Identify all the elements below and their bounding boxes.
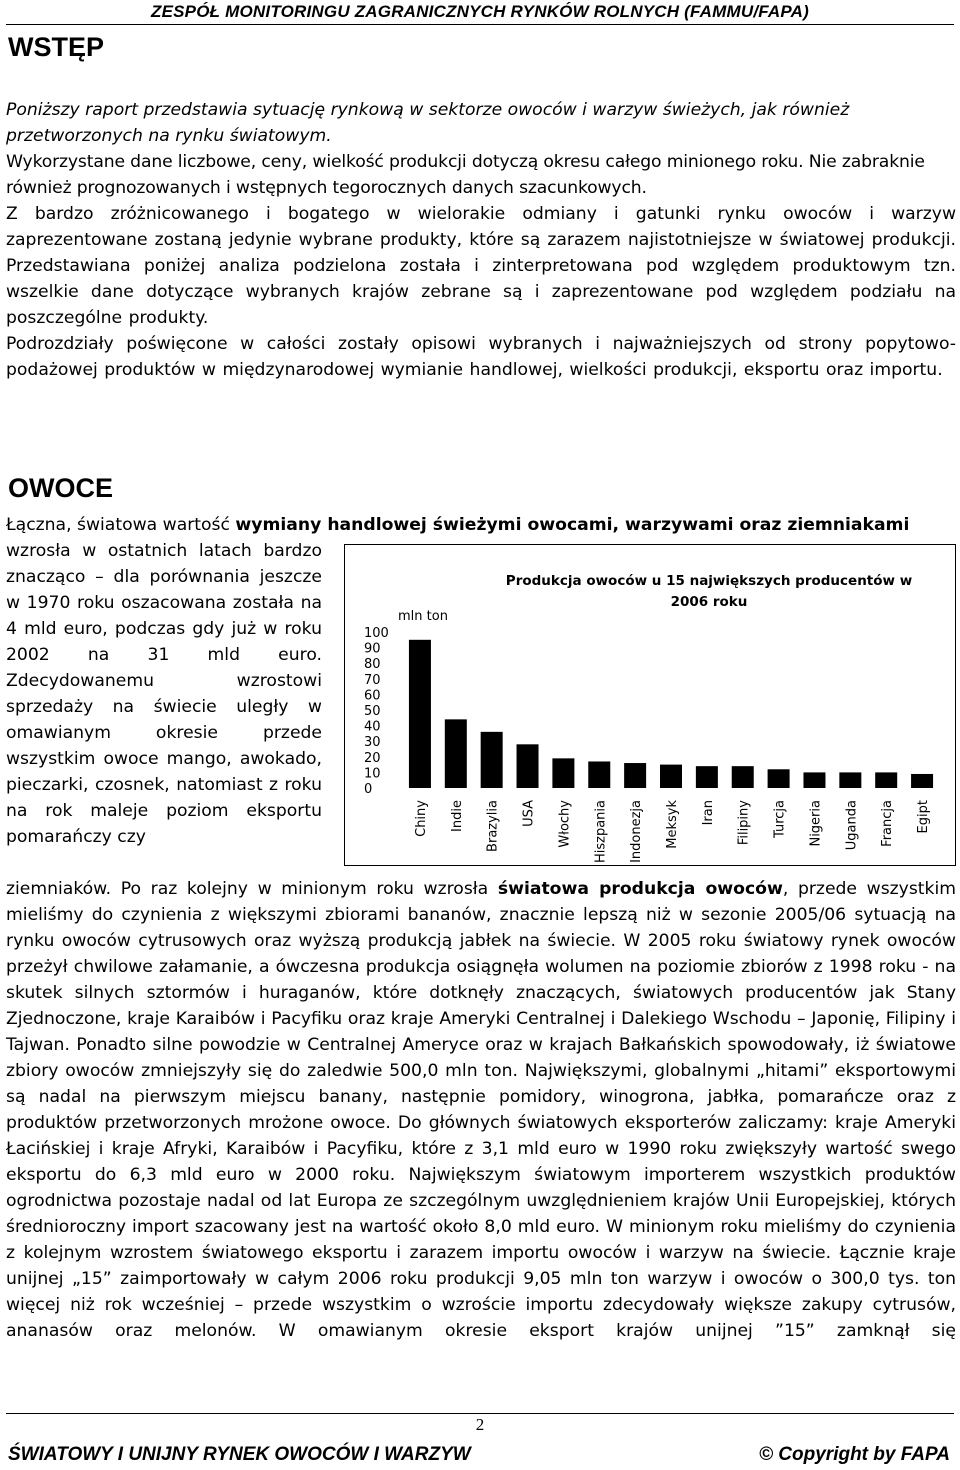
owoce-body-post: , przede wszystkim mieliśmy do czynienia z większymi zbiorami bananów, znacznie lepszą niż w sezonie 2005/06 sytuacją na rynku owoców cytrusowych oraz wyższą produkcją jabłek na świecie. W 2005 roku światowy rynek owoców przeżył chwilowe załamanie, a ówczesna produkcja osiągnęła wolumen na poziomie zbiorów z 1998 roku - na skutek silnych sztormów i huraganów, które dotknęły znaczących, światowych producentów jak Stany Zjednoczone, kraje Karaibów i Pacyfiku oraz kraje Ameryki Centralnej i Dalekiego Wschodu – Japonię, Filipiny i Tajwan. Ponadto silne powodzie w Centralnej Ameryce oraz w krajach Bałkańskich spowodowały, iż światowe zbiory owoców zmniejszyły się do zaledwie 500,0 mln ton. Największymi, globalnymi „hitami” eksportowymi są nadal na pierwszym miejscu banany, następnie pomidory, winogrona, jabłka, pomarańcze oraz z produktów przetworzonych mrożone owoce. Do głównych światowych eksporterów zaliczamy: kraje Ameryki Łacińskiej i kraje Afryki, Karaibów i Pacyfiku, które z 3,1 mld euro w 1990 roku zwiększyły wartość swego eksportu do 6,3 mld euro w 2000 roku. Największym światowym importerem wszystkich produktów ogrodnictwa pozostaje nadal od lat Europa ze szczególnym uwzględnieniem krajów Unii Europejskiej, których średnioroczny import szacowany jest na wartość około 8,0 mld euro. W minionym roku mieliśmy do czynienia z kolejnym wzrostem światowego eksportu i zarazem importu owoców i warzyw na świecie. Łącznie kraje unijnej „15” zaimportowały w całym 2006 roku produkcji 9,05 mln ton warzyw i owoców o 300,0 tys. ton więcej niż rok wcześniej – przede wszystkim o wzroście importu zdecydowały większe zakupy cytrusów, ananasów oraz melonów. W omawianym okresie eksport krajów unijnej ”15” zamknął się — [6, 879, 957, 1341]
chart-title: Produkcja owoców u 15 największych producentów w 2006 roku — [505, 573, 913, 610]
chart-bar — [803, 772, 825, 788]
chart-bar — [911, 774, 933, 788]
footer-title: ŚWIATOWY I UNIJNY RYNEK OWOCÓW I WARZYW — [8, 1444, 471, 1465]
x-tick-label: Iran — [700, 800, 716, 826]
x-tick-label: Turcja — [772, 800, 788, 838]
chart-bar — [696, 766, 718, 788]
x-tick-label: Francja — [880, 800, 896, 847]
y-axis-label: mln ton — [398, 609, 448, 624]
owoce-body-paragraph — [6, 876, 956, 1344]
intro-paragraph-1: Poniższy raport przedstawia sytuację rynkową w sektorze owoców i warzyw świeżych, jak również przetworzonych na rynku światowym. — [6, 100, 850, 146]
owoce-lead-line — [6, 512, 956, 538]
chart-bar — [624, 763, 646, 788]
section-title-owoce: OWOCE — [8, 473, 113, 503]
x-tick-label: Uganda — [844, 800, 860, 851]
x-tick-label: Chiny — [413, 800, 429, 837]
owoce-lead-bold: wymiany handlowej świeżymi owocami, warzywami oraz ziemniakami — [235, 515, 910, 535]
intro-paragraph-4: Podrozdziały poświęcone w całości zostały opisowi wybranych i najważniejszych od strony popytowo-podażowej produktów w międzynarodowej wymianie handlowej, wielkości produkcji, eksportu oraz importu. — [6, 334, 956, 380]
owoce-wrapped-text: wzrosła w ostatnich latach bardzo znacząco – dla porównania jeszcze w 1970 roku oszacowana została na 4 mld euro, podczas gdy już w roku 2002 na 31 mld euro. Zdecydowanemu wzrostowi sprzedaży na świecie uległy w omawianym okresie przede wszystkim owoce mango, awokado, pieczarki, czosnek, natomiast z roku na rok maleje poziom eksportu pomarańczy czy — [6, 541, 322, 847]
y-tick-label: 70 — [364, 672, 381, 688]
chart-bar — [875, 772, 897, 788]
y-tick-label: 40 — [364, 719, 381, 735]
x-tick-label: Indie — [449, 800, 465, 832]
chart-bar — [660, 765, 682, 788]
page-header: ZESPÓŁ MONITORINGU ZAGRANICZNYCH RYNKÓW ROLNYCH (FAMMU/FAPA) — [151, 2, 809, 21]
x-tick-label: Filipiny — [736, 800, 752, 846]
intro-paragraph-3: Z bardzo zróżnicowanego i bogatego w wielorakie odmiany i gatunki rynku owoców i warzyw zaprezentowane zostaną jedynie wybrane produkty, które są zarazem najistotniejsze w światowej produkcji. Przedstawiana poniżej analiza podzielona została i zinterpretowana pod względem produktowym tzn. wszelkie dane dotyczące wybranych krajów zebrane są i zaprezentowane pod względem podziału na poszczególne produkty. — [6, 204, 956, 328]
y-tick-label: 50 — [364, 704, 381, 719]
chart-bar — [409, 640, 431, 788]
x-tick-label: Hiszpania — [593, 800, 609, 864]
x-tick-label: Włochy — [557, 800, 573, 848]
x-tick-label: Brazylia — [485, 800, 501, 852]
chart-bar — [445, 719, 467, 788]
chart-bar — [517, 744, 539, 788]
page-number: 2 — [475, 1415, 485, 1434]
x-tick-label: Indonezja — [629, 800, 645, 863]
fruit-production-chart — [344, 544, 956, 866]
chart-bar — [481, 732, 503, 788]
y-tick-label: 60 — [364, 688, 381, 704]
x-tick-label: Meksyk — [665, 800, 680, 849]
y-tick-label: 10 — [364, 766, 381, 782]
owoce-lead-plain: Łączna, światowa wartość — [6, 515, 236, 535]
footer-copyright: © Copyright by FAPA — [759, 1444, 950, 1465]
y-tick-label: 90 — [364, 641, 381, 657]
header-divider — [6, 24, 954, 25]
owoce-body-pre: ziemniaków. Po raz kolejny w minionym roku wzrosła — [6, 879, 498, 899]
y-tick-label: 0 — [364, 782, 373, 797]
footer-divider — [6, 1413, 954, 1414]
x-tick-label: Nigeria — [808, 800, 824, 847]
intro-paragraph-2: Wykorzystane dane liczbowe, ceny, wielkość produkcji dotyczą okresu całego minionego roku. Nie zabraknie również prognozowanych i wstępnych tegorocznych danych szacunkowych. — [6, 152, 925, 198]
y-tick-label: 80 — [364, 657, 381, 673]
chart-bar — [552, 758, 574, 788]
x-tick-label: USA — [521, 800, 537, 827]
chart-bar — [588, 761, 610, 788]
chart-bar — [732, 766, 754, 788]
chart-bar — [839, 772, 861, 788]
section-title-wstep: WSTĘP — [8, 32, 105, 62]
y-tick-label: 20 — [364, 750, 381, 766]
chart-bar — [768, 769, 790, 788]
x-tick-label: Egipt — [916, 800, 932, 834]
y-tick-label: 100 — [364, 626, 389, 641]
y-tick-label: 30 — [364, 735, 381, 751]
owoce-body-bold: światowa produkcja owoców — [497, 879, 783, 899]
